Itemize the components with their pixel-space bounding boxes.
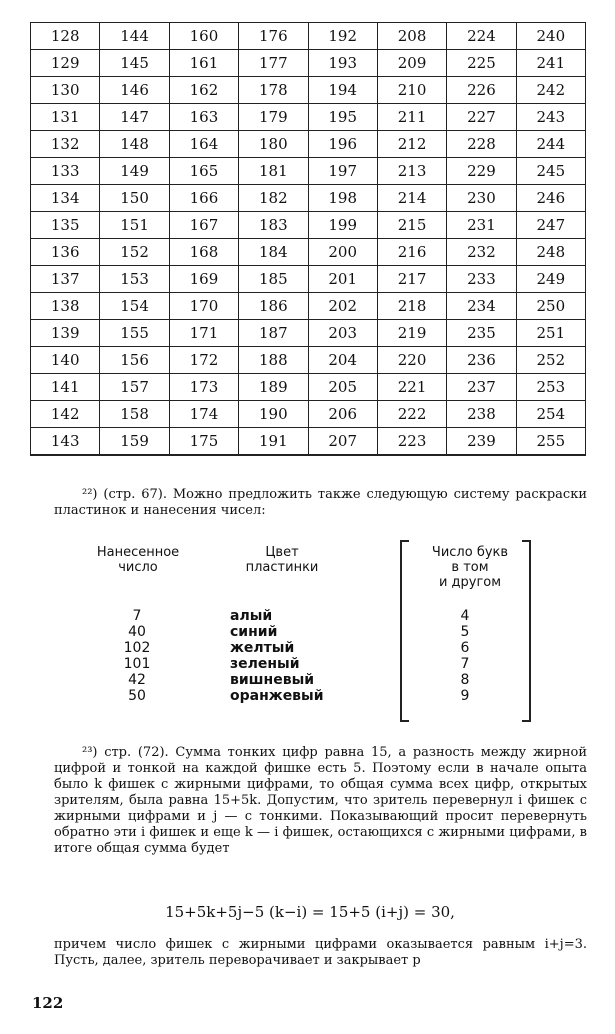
- table-cell: 253: [516, 374, 585, 401]
- table-cell: 199: [308, 212, 377, 239]
- table-row: [31, 401, 586, 428]
- note-23: ²³) стр. (72). Сумма тонких цифр равна 15, а разность между жирной цифрой и тонкой на каждой фишке есть 5. Поэтому если в начале опыта было k фишек с жирными цифрами, то общая сумма всех цифр, открытых зрителям, была равна 15+5k. Допустим, что зритель перевернул i фишек с жирными цифрами и j — с тонкими. Показывающий просит перевернуть обратно эти i фишек и еще k — i фишек, остающихся с жирными цифрами, в итоге общая сумма будет: [54, 745, 587, 856]
- table-row: [31, 23, 586, 50]
- table-cell: 224: [447, 23, 516, 50]
- table-cell: 183: [239, 212, 308, 239]
- table-cell: 234: [447, 293, 516, 320]
- table-row: [31, 428, 586, 456]
- table-cell: 207: [308, 428, 377, 456]
- color-table-number: 101: [123, 656, 151, 672]
- color-table-count: 4: [460, 608, 470, 624]
- table-cell: 191: [239, 428, 308, 456]
- table-cell: 244: [516, 131, 585, 158]
- table-cell: 230: [447, 185, 516, 212]
- table-cell: 194: [308, 77, 377, 104]
- number-table: [30, 22, 586, 456]
- table-row: [31, 212, 586, 239]
- color-table-color: оранжевый: [230, 688, 324, 704]
- color-table-count: 7: [460, 656, 470, 672]
- note-23-continuation: причем число фишек с жирными цифрами оказывается равным i+j=3. Пусть, далее, зритель переворачивает и закрывает p: [54, 937, 587, 968]
- table-cell: 204: [308, 347, 377, 374]
- table-cell: 210: [377, 77, 446, 104]
- table-cell: 152: [100, 239, 169, 266]
- table-row: [31, 131, 586, 158]
- table-cell: 235: [447, 320, 516, 347]
- color-table-color: синий: [230, 624, 278, 640]
- table-cell: 192: [308, 23, 377, 50]
- table-cell: 254: [516, 401, 585, 428]
- table-cell: 142: [31, 401, 100, 428]
- table-cell: 228: [447, 131, 516, 158]
- color-table-number: 102: [123, 640, 151, 656]
- table-cell: 169: [169, 266, 238, 293]
- table-row: [31, 266, 586, 293]
- table-cell: 197: [308, 158, 377, 185]
- table-cell: 150: [100, 185, 169, 212]
- table-cell: 231: [447, 212, 516, 239]
- table-row: [31, 77, 586, 104]
- table-cell: 159: [100, 428, 169, 456]
- table-cell: 166: [169, 185, 238, 212]
- table-cell: 205: [308, 374, 377, 401]
- header-count-line1: Число букв: [431, 545, 509, 560]
- table-row: [31, 293, 586, 320]
- table-row: [31, 374, 586, 401]
- table-row: [31, 185, 586, 212]
- table-cell: 141: [31, 374, 100, 401]
- table-cell: 171: [169, 320, 238, 347]
- color-table-color: алый: [230, 608, 273, 624]
- color-table-number: 42: [128, 672, 146, 688]
- color-table-count: 6: [460, 640, 470, 656]
- table-row: [31, 347, 586, 374]
- table-cell: 162: [169, 77, 238, 104]
- table-cell: 209: [377, 50, 446, 77]
- table-cell: 195: [308, 104, 377, 131]
- table-cell: 223: [377, 428, 446, 456]
- table-cell: 184: [239, 239, 308, 266]
- header-count: [418, 545, 522, 590]
- table-cell: 247: [516, 212, 585, 239]
- table-cell: 130: [31, 77, 100, 104]
- table-row: [31, 50, 586, 77]
- table-cell: 154: [100, 293, 169, 320]
- table-cell: 165: [169, 158, 238, 185]
- table-cell: 133: [31, 158, 100, 185]
- table-cell: 218: [377, 293, 446, 320]
- table-cell: 186: [239, 293, 308, 320]
- header-color-line2: пластинки: [245, 560, 319, 575]
- table-cell: 241: [516, 50, 585, 77]
- header-count-line2: в том: [451, 560, 489, 575]
- table-cell: 157: [100, 374, 169, 401]
- color-table-count: 8: [460, 672, 470, 688]
- page-number: 122: [32, 994, 64, 1012]
- note-22: ²²) (стр. 67). Можно предложить также следующую систему раскраски пластинок и нанесения чисел:: [54, 487, 587, 518]
- header-number-line2: число: [118, 560, 158, 575]
- table-cell: 146: [100, 77, 169, 104]
- table-cell: 229: [447, 158, 516, 185]
- table-cell: 170: [169, 293, 238, 320]
- table-cell: 202: [308, 293, 377, 320]
- table-cell: 181: [239, 158, 308, 185]
- color-table-number: 50: [128, 688, 146, 704]
- table-cell: 248: [516, 239, 585, 266]
- table-cell: 136: [31, 239, 100, 266]
- table-cell: 189: [239, 374, 308, 401]
- table-cell: 185: [239, 266, 308, 293]
- table-cell: 180: [239, 131, 308, 158]
- table-cell: 226: [447, 77, 516, 104]
- table-cell: 188: [239, 347, 308, 374]
- header-color-line1: Цвет: [265, 545, 299, 560]
- table-cell: 134: [31, 185, 100, 212]
- header-color: [232, 545, 332, 575]
- table-cell: 232: [447, 239, 516, 266]
- table-cell: 214: [377, 185, 446, 212]
- table-cell: 243: [516, 104, 585, 131]
- table-cell: 208: [377, 23, 446, 50]
- table-cell: 175: [169, 428, 238, 456]
- color-table-color: желтый: [230, 640, 295, 656]
- table-cell: 167: [169, 212, 238, 239]
- table-cell: 131: [31, 104, 100, 131]
- table-cell: 215: [377, 212, 446, 239]
- table-cell: 177: [239, 50, 308, 77]
- table-cell: 240: [516, 23, 585, 50]
- table-cell: 246: [516, 185, 585, 212]
- table-cell: 211: [377, 104, 446, 131]
- table-cell: 161: [169, 50, 238, 77]
- table-row: [31, 239, 586, 266]
- table-cell: 198: [308, 185, 377, 212]
- table-cell: 249: [516, 266, 585, 293]
- table-cell: 212: [377, 131, 446, 158]
- table-cell: 206: [308, 401, 377, 428]
- color-table-count: 9: [460, 688, 470, 704]
- table-cell: 143: [31, 428, 100, 456]
- table-cell: 172: [169, 347, 238, 374]
- header-number-line1: Нанесенное: [96, 545, 180, 560]
- table-cell: 132: [31, 131, 100, 158]
- formula: 15+5k+5j−5 (k−i) = 15+5 (i+j) = 30,: [165, 903, 455, 921]
- table-cell: 251: [516, 320, 585, 347]
- table-cell: 164: [169, 131, 238, 158]
- right-bracket: [522, 540, 531, 722]
- table-cell: 135: [31, 212, 100, 239]
- color-table-number: 7: [132, 608, 142, 624]
- table-cell: 237: [447, 374, 516, 401]
- table-cell: 213: [377, 158, 446, 185]
- table-cell: 163: [169, 104, 238, 131]
- header-number: [88, 545, 188, 575]
- table-cell: 245: [516, 158, 585, 185]
- table-cell: 219: [377, 320, 446, 347]
- table-cell: 190: [239, 401, 308, 428]
- table-cell: 236: [447, 347, 516, 374]
- table-cell: 137: [31, 266, 100, 293]
- table-row: [31, 320, 586, 347]
- left-bracket: [400, 540, 409, 722]
- table-cell: 173: [169, 374, 238, 401]
- table-cell: 201: [308, 266, 377, 293]
- table-cell: 187: [239, 320, 308, 347]
- table-cell: 151: [100, 212, 169, 239]
- color-table-color: зеленый: [230, 656, 300, 672]
- table-cell: 148: [100, 131, 169, 158]
- table-cell: 140: [31, 347, 100, 374]
- table-cell: 203: [308, 320, 377, 347]
- header-count-line3: и другом: [438, 575, 502, 590]
- table-cell: 217: [377, 266, 446, 293]
- table-cell: 196: [308, 131, 377, 158]
- table-cell: 149: [100, 158, 169, 185]
- table-cell: 179: [239, 104, 308, 131]
- table-cell: 144: [100, 23, 169, 50]
- color-table-count: 5: [460, 624, 470, 640]
- table-row: [31, 158, 586, 185]
- table-cell: 158: [100, 401, 169, 428]
- table-cell: 239: [447, 428, 516, 456]
- table-cell: 139: [31, 320, 100, 347]
- table-cell: 250: [516, 293, 585, 320]
- table-cell: 221: [377, 374, 446, 401]
- table-cell: 255: [516, 428, 585, 456]
- color-table-color: вишневый: [230, 672, 315, 688]
- table-cell: 220: [377, 347, 446, 374]
- table-cell: 242: [516, 77, 585, 104]
- table-cell: 252: [516, 347, 585, 374]
- table-cell: 145: [100, 50, 169, 77]
- table-cell: 129: [31, 50, 100, 77]
- table-cell: 193: [308, 50, 377, 77]
- table-cell: 153: [100, 266, 169, 293]
- table-cell: 222: [377, 401, 446, 428]
- table-cell: 176: [239, 23, 308, 50]
- table-cell: 225: [447, 50, 516, 77]
- table-row: [31, 104, 586, 131]
- table-cell: 233: [447, 266, 516, 293]
- table-cell: 155: [100, 320, 169, 347]
- table-cell: 178: [239, 77, 308, 104]
- table-cell: 227: [447, 104, 516, 131]
- table-cell: 216: [377, 239, 446, 266]
- table-cell: 156: [100, 347, 169, 374]
- table-cell: 138: [31, 293, 100, 320]
- table-cell: 174: [169, 401, 238, 428]
- table-cell: 128: [31, 23, 100, 50]
- table-cell: 168: [169, 239, 238, 266]
- color-table-number: 40: [128, 624, 146, 640]
- table-cell: 238: [447, 401, 516, 428]
- table-cell: 160: [169, 23, 238, 50]
- table-cell: 182: [239, 185, 308, 212]
- table-cell: 200: [308, 239, 377, 266]
- table-cell: 147: [100, 104, 169, 131]
